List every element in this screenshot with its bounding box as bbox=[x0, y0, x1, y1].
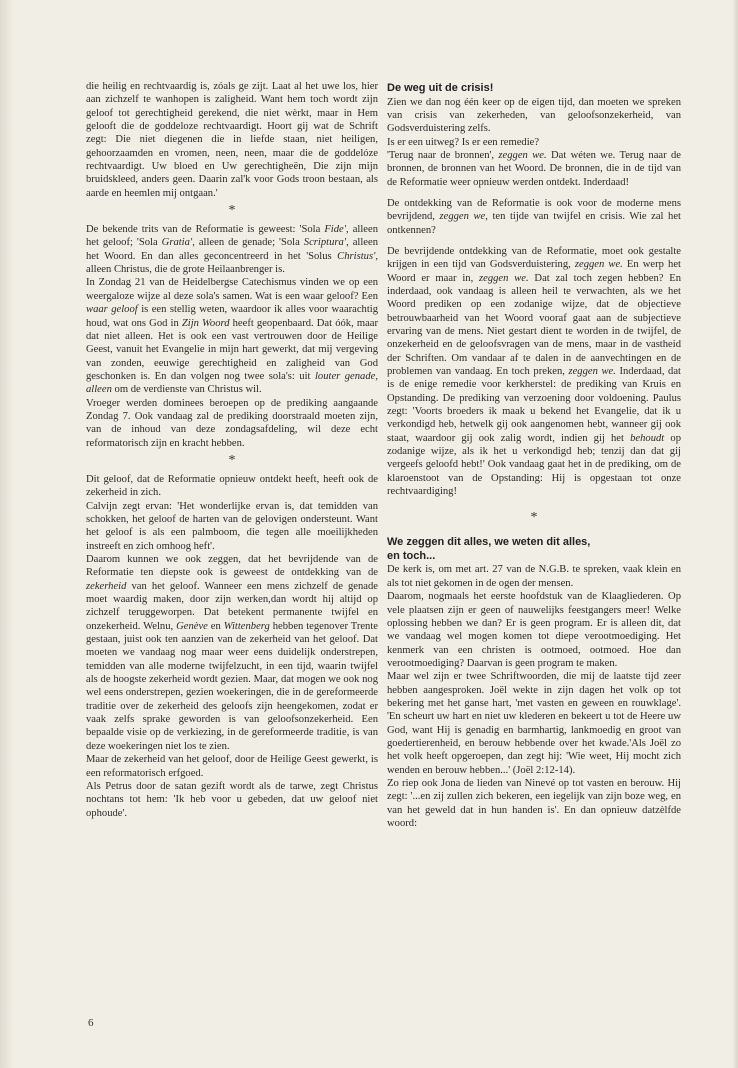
text-run: Daarom kunnen we ook zeggen, dat het bevrijdende van de Reformatie ten diepste ook is geweest de ontdekking van de bbox=[86, 554, 378, 579]
text-run: op zodanige wijze, als ik het u verkondigd heb; tenzij dan dat gij vergeefs geloofd hebt!' Ook vandaag gaat het in de prediking, om de klaroenstoot van de Opstanding: Hij is opgestaan tot onze rechtvaardiging! bbox=[387, 432, 681, 498]
section-separator: * bbox=[228, 203, 236, 219]
text-run: En werp het Woord er maar in, bbox=[387, 259, 681, 284]
paragraph bbox=[387, 149, 681, 189]
paragraph bbox=[86, 276, 378, 396]
text-run: In Zondag 21 van de Heidelbergse Catechismus vinden we op een weergaloze wijze al deze sola's samen. Wat is een waar geloof? Een bbox=[86, 277, 378, 302]
paragraph: Daarom, nogmaals het eerste hoofdstuk van de Klaagliederen. Op vele plaatsen zijn er geen of nauwelijks feestgangers meer! Welke oplossing hebben we dan? Er is geen program. Er is alleen dit, dat we vandaag wel mogen komen tot diepe verootmoediging. Het kenmerk van een christen is ootmoed, ootmoed. Hoe dan verootmoediging? Daarvan is geen program te maken. bbox=[387, 591, 681, 669]
text-run: Inderdaad, dat is de enige remedie voor kerkherstel: de prediking van Kruis en Opstanding. De prediking van verzoening door voldoening. Paulus zegt: 'Voorts broeders ik maak u bekend het Evangelie, dat ik u verkondigd heb, hetwelk gij ook aangenomen hebt, wanneer gij ook staat, waardoor gij ook zalig wordt, indien gij het bbox=[387, 366, 681, 444]
text-run: heeft geopenbaard. Dat óók, maar dat niet alleen. Het is ook een vast vertrouwen door de Heilige Geest, vanuit het Evangelie in mijn hart gewerkt, dat mij vergeving van zonden, eeuwige gerechtigheid en zaligheid van God geschonken is. En dan volgen nog twee sola's: uit bbox=[86, 317, 379, 382]
heading-line: We zeggen dit alles, we weten dit alles, bbox=[387, 536, 591, 549]
italic-text: behoudt bbox=[630, 432, 665, 444]
paragraph bbox=[86, 553, 378, 753]
section-heading bbox=[387, 536, 681, 563]
paragraph: Is er een uitweg? Is er een remedie? bbox=[387, 136, 540, 148]
text-run: 'Terug naar de bronnen', bbox=[387, 149, 499, 161]
section-separator: * bbox=[530, 510, 538, 526]
italic-text: zeggen we. bbox=[574, 259, 623, 271]
text-run: hebben tegenover Trente gestaan, juist ook ten aanzien van de zekerheid van het geloof. Dat moeten we vandaag nog maar weer eens duidelijk onderstrepen, temidden van alle moderne twijfelzucht, in een tijd, waarin twijfel als de hoogste zekerheid wordt gezien. Maar, dat mogen we ook nog wel eens onderstrepen, gezien woekeringen, die in de gereformeerde traditie over de zekerheid des geloofs zijn heengekomen, zodat er vaak zelfs sprake geworden is van geloofsonzekerheid. Een bepaalde visie op de verkiezing, in de gereformeerde traditie, is van deze woekeringen niet los te zien. bbox=[86, 620, 379, 752]
italic-text: Wittenberg bbox=[223, 620, 270, 632]
heading-line: en toch... bbox=[387, 549, 436, 562]
paragraph bbox=[86, 223, 378, 276]
text-run: van het geloof. Wanneer een mens zichzelf de genade moet waardig maken, door zijn werken,dan wordt hij altijd op zichzelf teruggeworpen. Dat betekent permanente twijfel en onzekerheid. Welnu, bbox=[86, 580, 378, 632]
text-run: Dat zal toch zegen hebben? En inderdaad, ook vandaag is alleen heil te verwachten, als we het Woord prediken op een zodanige wijze, dat de objectieve betrouwbaarheid van het Woord vooraf gaat aan de subjectieve ervaring van de mens. Niet gestart dient te worden in de twijfel, de onzekerheid en de geloofsvragen van de mens, maar in de vastheid der Schriften. Om vandaar af te dalen in de aanvechtingen en de problemen van vandaag. En toch preken, bbox=[387, 272, 682, 378]
italic-text: Fide' bbox=[324, 224, 347, 236]
text-run: , alleen het geloof; 'Sola bbox=[86, 224, 378, 249]
text-run: , alleen het Woord. En dan alles geconcentreerd in het 'Solus bbox=[86, 237, 379, 262]
page-shadow-left bbox=[0, 0, 14, 1068]
italic-text: waar geloof bbox=[86, 304, 138, 316]
paragraph bbox=[387, 245, 681, 499]
text-run: , alleen de genade; 'Sola bbox=[192, 237, 304, 249]
section-separator: * bbox=[228, 452, 236, 468]
paragraph: Calvijn zegt ervan: 'Het wonderlijke ervan is, dat temidden van schokken, het geloof de harten van de gelovigen ondersteunt. Want het geloof is als een palmboom, die tegen alle moeilijkheden instreeft en zich omhoog heft'. bbox=[86, 500, 378, 552]
italic-text: zeggen we, bbox=[439, 211, 488, 223]
text-run: De bevrijdende ontdekking van de Reformatie, moet ook gestalte krijgen in een tijd van Godsverduistering, bbox=[387, 245, 681, 271]
section-heading: De weg uit de crisis! bbox=[387, 82, 494, 94]
paragraph: Maar wel zijn er twee Schriftwoorden, die mij de laatste tijd zeer hebben aangesproken. Joël wekte in zijn dagen het volk op tot bekering met het ganse hart, 'met vasten en geween en rouwklage'. 'En scheurt uw hart en niet uw klederen en bekeert u tot de Heere uw God, want Hij is genadig en barmhartig, lankmoedig en groot van goedertierenheid, en berouw hebbende over het kwade.'Als Joël zo het volk heeft opgeroepen, dan zegt hij: 'Wie weet, Hij mocht zich wenden en berouw hebben...' (Joël 2:12-14). bbox=[387, 671, 681, 776]
paragraph: Vroeger werden dominees beroepen op de prediking aangaande Zondag 7. Ook vandaag zal de prediking doorstraald moeten zijn, van de inhoud van deze zondagsafdeling, wil deze echt reformatorisch zijn en kracht hebben. bbox=[86, 397, 378, 449]
italic-text: Gratia' bbox=[161, 237, 193, 249]
text-run: De ontdekking van de Reformatie is ook voor de moderne mens bevrijdend, bbox=[387, 197, 681, 223]
paragraph: Maar de zekerheid van het geloof, door de Heilige Geest gewerkt, is een reformatorisch erfgoed. bbox=[86, 754, 378, 779]
paragraph: Zien we dan nog één keer op de eigen tijd, dan moeten we spreken van crisis van zekerheden, van geloofsonzekerheid, van Godsverduistering zelfs. bbox=[387, 96, 681, 135]
page-shadow-right bbox=[732, 0, 738, 1068]
italic-text: zeggen we. bbox=[498, 149, 547, 161]
paragraph-gap bbox=[387, 189, 681, 197]
right-column bbox=[387, 82, 681, 830]
text-run: om de verdienste van Christus wil. bbox=[111, 384, 262, 396]
text-run: is een stellig weten, waardoor ik alles voor waarachtig houd, wat ons God in bbox=[86, 304, 378, 329]
text-run: Dat wéten we. Terug naar de bronnen, de bronnen van het Woord. De bronnen, die in de tijd van de Reformatie weer opnieuw werden ontdekt. Inderdaad! bbox=[387, 149, 681, 188]
paragraph: Als Petrus door de satan gezift wordt als de tarwe, zegt Christus nochtans tot hem: 'Ik heb voor u gebeden, dat uw geloof niet ophoude'. bbox=[86, 780, 378, 819]
italic-text: Genève bbox=[176, 620, 208, 632]
italic-text: zeggen we. bbox=[568, 366, 616, 378]
text-run: De bekende trits van de Reformatie is geweest: 'Sola bbox=[86, 224, 325, 236]
paragraph-gap bbox=[387, 237, 681, 245]
italic-text: Christus' bbox=[337, 250, 376, 262]
paragraph: De kerk is, om met art. 27 van de N.G.B. te spreken, vaak klein en als tot niet gekomen in de ogen der mensen. bbox=[387, 564, 681, 589]
italic-text: zekerheid bbox=[86, 580, 127, 592]
italic-text: Zijn Woord bbox=[181, 317, 230, 329]
paragraph: die heilig en rechtvaardig is, zóals ge zijt. Laat al het uwe los, hier aan zichzelf te wanhopen is zaligheid. Want hem toch wordt zijn geloof tot gerechtigheid gerekend, die niet wèrkt, maar in Hem gelooft die de goddeloze rechtvaardigt. Hoort gij wat de Schrift zegt: Die niet diegenen die in liefde staan, niet heiligen, gehoorzaamden en vromen, neen, neen, maar die de goddelóze rechtvaardigt. Uw bloed en Uw gerechtigheën, Die zijn mijn bruidskleed, anders geen. Daarin zal'k voor Gods troon bestaan, als aarde en heemlen mij ontgaan.' bbox=[86, 81, 378, 199]
left-column bbox=[86, 80, 378, 820]
italic-text: louter genade, alleen bbox=[86, 370, 378, 396]
text-run: , alleen Christus, die de grote Heilaanbrenger is. bbox=[86, 250, 378, 276]
text-run: ten tijde van twijfel en crisis. Wie zal het ontkennen? bbox=[387, 211, 681, 236]
italic-text: Scriptura' bbox=[303, 237, 347, 249]
paragraph: Dit geloof, dat de Reformatie opnieuw ontdekt heeft, heeft ook de zekerheid in zich. bbox=[86, 473, 378, 499]
text-run: en bbox=[207, 620, 224, 632]
italic-text: zeggen we. bbox=[479, 272, 529, 284]
paragraph bbox=[387, 197, 681, 237]
paragraph: Zo riep ook Jona de lieden van Ninevé op tot vasten en berouw. Hij zegt: '...en zij zullen zich bekeren, een iegelijk van zijn boze weg, en van het geweld dat in hun handen is'. En dan opnieuw datzèlfde woord: bbox=[387, 777, 681, 829]
page-number: 6 bbox=[88, 1017, 94, 1029]
